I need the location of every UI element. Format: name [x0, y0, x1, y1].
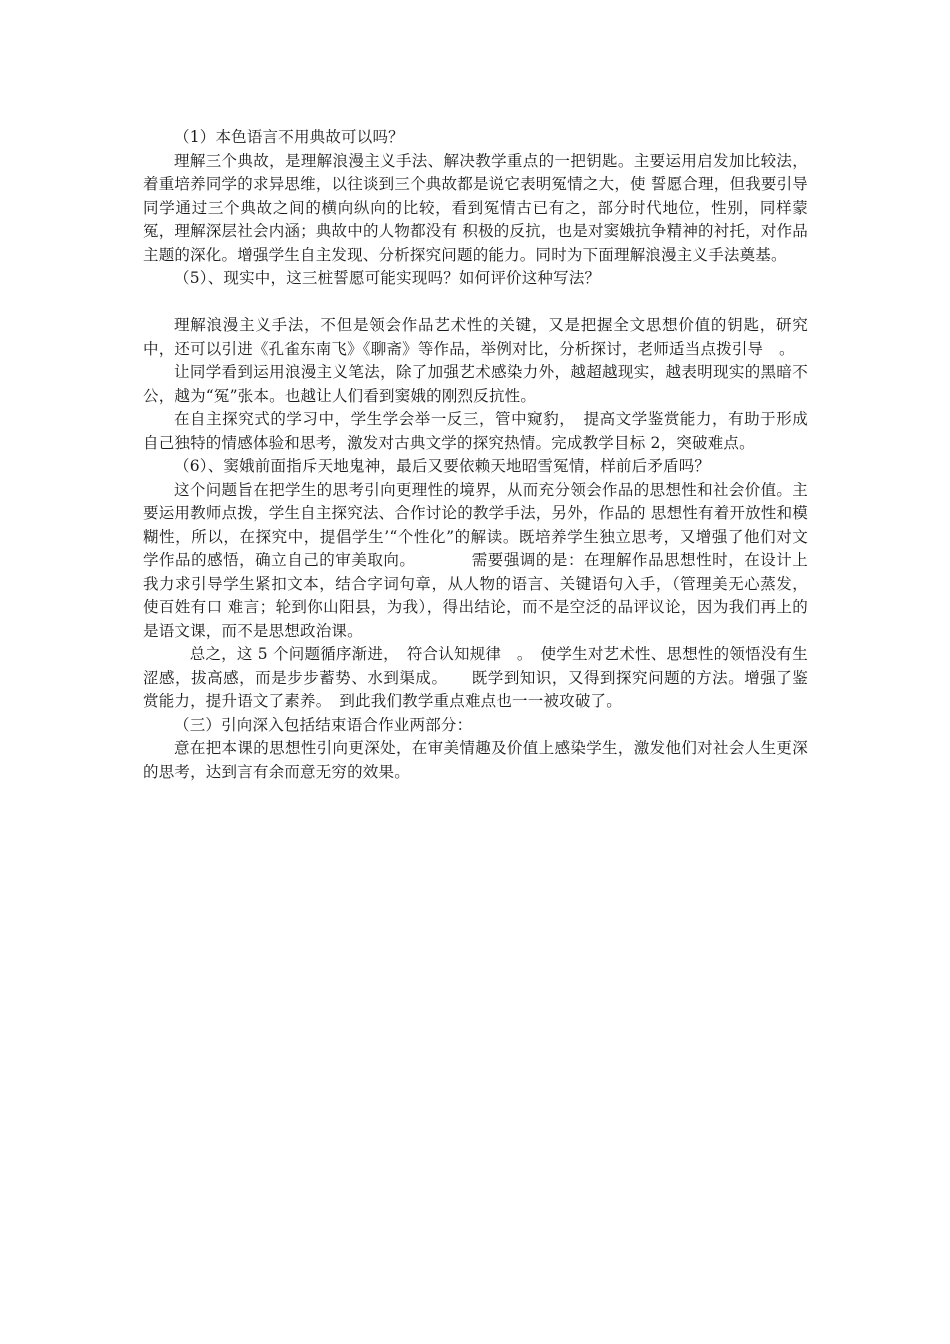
paragraph-conclusion: 意在把本课的思想性引向更深处，在审美情趣及价值上感染学生，激发他们对社会人生更深的思考，达到言有余而意无穷的效果。 [143, 739, 808, 781]
paragraph-rational-thinking: 这个问题旨在把学生的思考引向更理性的境界，从而充分领会作品的思想性和社会价值。主要运用教师点拨，学生自主探究法、合作讨论的教学手法，另外，作品的 思想性有着开放性和模糊性，所以，在探究中，提倡学生’“个性化”的解读。既培养学生独立思考，又增强了他们对文学作品的感悟，确立自己的审美取向。 需要强调的是：在理解作品思想性时，在设计上我力求引导学生紧扣文本，结合字词句章，从人物的语言、关键语句入手，（管理美无心蒸发，使百姓有口 难言；轮到你山阳县，为我），得出结论，而不是空泛的品评议论，因为我们再上的是语文课，而不是思想政治课。 [143, 480, 808, 640]
section-heading-part3: （三）引向深入包括结束语合作业两部分： [174, 715, 473, 734]
paragraph-self-inquiry: 在自主探究式的学习中，学生学会举一反三，管中窥豹， 提高文学鉴赏能力，有助于形成自己独特的情感体验和思考，激发对古典文学的探究热情。完成教学目标 2，突破难点。 [143, 410, 808, 452]
paragraph-summary: 总之，这 5 个问题循序渐进， 符合认知规律 。 使学生对艺术性、思想性的领悟没有生涩感，拔高感，而是步步蓄势、水到渠成。 既学到知识，又得到探究问题的方法。增强了鉴赏能力，提升语文了素养。 到此我们教学重点难点也一一被攻破了。 [143, 645, 808, 710]
section-heading-q1: （1）本色语言不用典故可以吗？ [174, 128, 404, 146]
blank-line [143, 291, 808, 315]
paragraph-romanticism: 理解浪漫主义手法，不但是领会作品艺术性的关键，又是把握全文思想价值的钥匙，研究中，还可以引进《孔雀东南飞》《聊斋》等作品，举例对比，分析探讨，老师适当点拨引导 。 [143, 316, 808, 358]
section-heading-q6: （6）、窦娥前面指斥天地鬼神，最后又要依赖天地昭雪冤情，样前后矛盾吗？ [174, 457, 711, 475]
document-page [143, 126, 808, 784]
paragraph-romantic-brushwork: 让同学看到运用浪漫主义笔法，除了加强艺术感染力外，越超越现实，越表明现实的黑暗不公，越为“冤”张本。也越让人们看到窦娥的刚烈反抗性。 [143, 363, 808, 405]
paragraph-allusions: 理解三个典故，是理解浪漫主义手法、解决教学重点的一把钥匙。主要运用启发加比较法，着重培养同学的求异思维，以往谈到三个典故都是说它表明冤情之大，使 誓愿合理，但我要引导同学通过三个典故之间的横向纵向的比较，看到冤情古已有之，部分时代地位，性别，同样蒙冤，理解深层社会内涵；典故中的人物都没有 积极的反抗，也是对窦娥抗争精神的衬托，对作品主题的深化。增强学生自主发现、分析探究问题的能力。同时为下面理解浪漫主义手法奠基。 [143, 151, 808, 264]
section-heading-q5: （5）、现实中，这三桩誓愿可能实现吗？如何评价这种写法？ [174, 269, 601, 287]
